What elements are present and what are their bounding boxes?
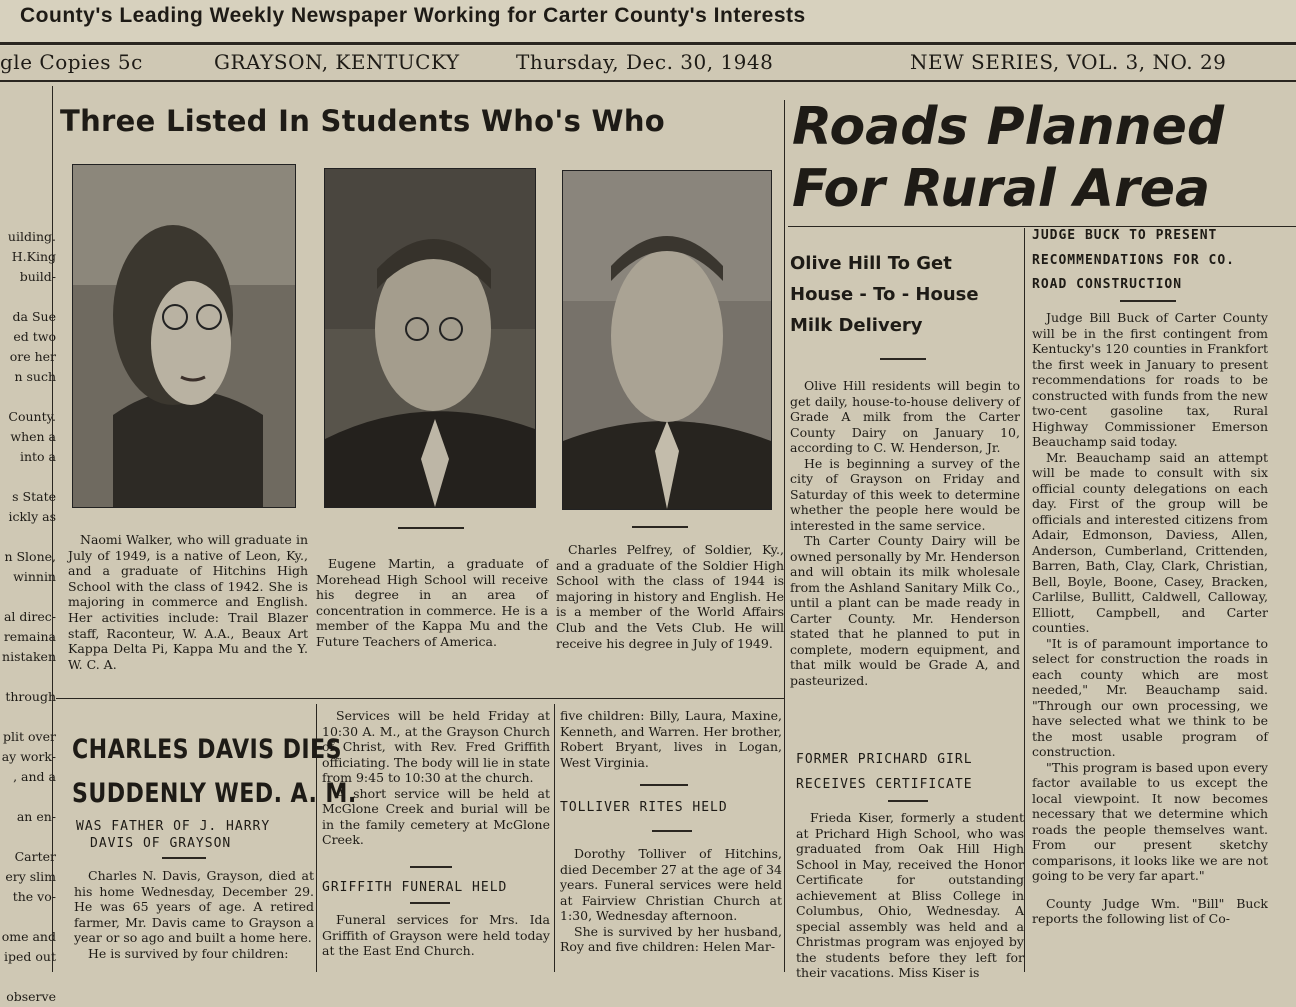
davis-headline	[72, 728, 357, 816]
griffith-paragraph: Funeral services for Mrs. Ida Griffith of Grayson were held today at the East End Church.	[322, 912, 550, 958]
stub-line: remaina	[3, 629, 56, 644]
milk-headline	[790, 248, 1020, 341]
roads-paragraph: "This program is based upon every factor available to us except the local viewpoint. It now becomes necessary that we determine which roads the people themselves want. From our present sketchy comparisons, it looks like we are not going to be very far apart."	[1032, 759, 1268, 883]
caption-rule-pelfrey	[632, 526, 688, 528]
tolliver-kicker-rule	[652, 830, 692, 832]
stub-line	[0, 827, 56, 847]
davis-kicker-rule	[162, 857, 206, 859]
milk-article-body	[790, 378, 1020, 688]
roads-article-body	[1032, 310, 1268, 927]
column-rule-milk	[1024, 228, 1025, 972]
stub-line: when a	[10, 429, 56, 444]
davis-headline-line1: CHARLES DAVIS DIES	[72, 734, 342, 765]
caption-eugene-martin	[316, 556, 548, 650]
single-copy-price: gle Copies 5c	[0, 50, 143, 74]
roads-headline	[792, 96, 1224, 220]
tolliver-kicker: TOLLIVER RITES HELD	[560, 800, 728, 815]
roads-kicker-line3: ROAD CONSTRUCTION	[1032, 277, 1183, 292]
prichard-kicker-line1: FORMER PRICHARD GIRL	[796, 752, 973, 767]
students-headline: Three Listed In Students Who's Who	[60, 104, 665, 138]
stub-line: the vo-	[12, 889, 56, 904]
griffith-article-body	[322, 912, 550, 959]
stub-line: ay work-	[1, 749, 56, 764]
masthead-rule-bottom	[0, 80, 1296, 82]
stub-line: into a	[19, 449, 56, 464]
milk-headline-line1: Olive Hill To Get	[790, 253, 952, 274]
stub-line	[0, 787, 56, 807]
stub-line: ed two	[13, 329, 56, 344]
milk-headline-rule	[880, 358, 926, 360]
stub-line: build-	[19, 269, 56, 284]
tolliver-lead: five children: Billy, Laura, Maxine, Kenneth, and Warren. Her brother, Robert Bryant, lives in Logan, West Virginia.	[560, 708, 782, 770]
davis-paragraph: Charles N. Davis, Grayson, died at his home Wednesday, December 29. He was 65 years of age. A retired farmer, Mr. Davis came to Grayson a year or so ago and built a home here.	[74, 868, 314, 945]
tolliver-top-rule	[640, 784, 688, 786]
students-bottom-rule	[56, 698, 784, 699]
stub-line: observe	[6, 989, 56, 1004]
stub-line: an en-	[16, 809, 56, 824]
stub-line: ickly as	[8, 509, 56, 524]
roads-kicker-line2: RECOMMENDATIONS FOR CO.	[1032, 252, 1236, 268]
caption-charles-pelfrey-text: Charles Pelfrey, of Soldier, Ky., and a graduate of the Soldier High School with the class of 1944 is majoring in history and English. He is a member of the World Affairs Club and the Vets Club. He will receive his degree in July of 1949.	[556, 542, 784, 651]
caption-rule-martin	[398, 527, 464, 529]
stub-line	[0, 527, 56, 547]
roads-kicker-line1: JUDGE BUCK TO PRESENT	[1032, 228, 1218, 243]
stub-line: s State	[12, 489, 56, 504]
dateline-place: GRAYSON, KENTUCKY	[214, 50, 460, 74]
stub-line: ome and	[1, 929, 56, 944]
caption-eugene-martin-text: Eugene Martin, a graduate of Morehead High School will receive his degree in an area of concentration in commerce. He is a member of the Kappa Mu and the Future Teachers of America.	[316, 556, 548, 649]
tolliver-lead-body	[560, 708, 782, 770]
left-stub-column	[0, 227, 56, 1007]
stub-line	[0, 587, 56, 607]
milk-headline-line2: House - To - House	[790, 284, 979, 305]
tolliver-article-body	[560, 846, 782, 955]
services-paragraph: A short service will be held at McGlone Creek and burial will be in the family cemetery at McGlone Creek.	[322, 785, 550, 847]
stub-line	[0, 707, 56, 727]
prichard-kicker	[796, 748, 1022, 797]
stub-line: , and a	[13, 769, 56, 784]
stub-line	[0, 967, 56, 987]
stub-line	[0, 667, 56, 687]
masthead-rule-top	[0, 42, 1296, 45]
roads-paragraph: Mr. Beauchamp said an attempt will be made to consult with six official county delegations on each day. First of the group will be officials and interested citizens from Adair, Edmonson, Daviess, Allen, Anderson, Cumberland, Crittenden, Barren, Bath, Clay, Clark, Christian, Bell, Boyle, Boone, Casey, Bracken, Carlilse, Bullitt, Caldwell, Calloway, Elliott, Campbell, and Carter counties.	[1032, 449, 1268, 635]
davis-kicker-line2: DAVIS OF GRAYSON	[90, 836, 232, 851]
stub-line: ery slim	[5, 869, 56, 884]
milk-headline-line3: Milk Delivery	[790, 315, 923, 336]
stub-line: da Sue	[12, 309, 56, 324]
stub-line	[0, 287, 56, 307]
stub-line: n Slone,	[4, 549, 56, 564]
photo-charles-pelfrey	[562, 170, 772, 510]
roads-headline-line2: For Rural Area	[792, 159, 1211, 219]
prichard-paragraph: Frieda Kiser, formerly a student at Prichard High School, who was graduated from Oak Hill High School in May, received the Honor Certificate for outstanding achievement at Bliss College in Columbus, Ohio, Wednesday. A special assembly was held and a Christmas program was enjoyed by the students before they left for their vacations. Miss Kiser is	[796, 810, 1024, 980]
stub-line: uilding.	[7, 229, 56, 244]
services-paragraph: Services will be held Friday at 10:30 A. M., at the Grayson Church of Christ, with Rev. Fred Griffith officiating. The body will lie in state from 9:45 to 10:30 at the church.	[322, 708, 550, 785]
photo-naomi-walker	[72, 164, 296, 508]
stub-line: Carter	[14, 849, 56, 864]
stub-line	[0, 467, 56, 487]
photo-eugene-martin	[324, 168, 536, 508]
milk-paragraph: Th Carter County Dairy will be owned personally by Mr. Henderson and will obtain its milk wholesale from the Ashland Sanitary Milk Co., until a plant can be made ready in Carter County. Mr. Henderson stated that he planned to put in complete, modern equipment, and that milk would be Grade A, and pasteurized.	[790, 533, 1020, 688]
roads-paragraph: "It is of paramount importance to select for construction the roads in each county which are most needed," Mr. Beauchamp said. "Through our own processing, we have selected what we think to be the most usable program of construction.	[1032, 635, 1268, 759]
roads-kicker	[1032, 224, 1282, 298]
tolliver-paragraph: Dorothy Tolliver of Hitchins, died December 27 at the age of 34 years. Funeral services were held at Fairview Christian Church at 1:30, Wednesday afternoon.	[560, 846, 782, 923]
davis-headline-line2: SUDDENLY WED. A. M.	[72, 778, 357, 809]
roads-kicker-rule	[1120, 300, 1176, 302]
caption-charles-pelfrey	[556, 542, 784, 651]
stub-line: al direc-	[3, 609, 56, 624]
column-rule-roads	[784, 100, 785, 972]
series-volume: NEW SERIES, VOL. 3, NO. 29	[910, 50, 1227, 74]
services-rule	[410, 866, 452, 868]
prichard-article-body	[796, 810, 1024, 981]
dateline-date: Thursday, Dec. 30, 1948	[516, 50, 774, 74]
prichard-kicker-line2: RECEIVES CERTIFICATE	[796, 776, 973, 792]
stub-line: n such	[14, 369, 56, 384]
caption-naomi-walker-text: Naomi Walker, who will graduate in July of 1949, is a native of Leon, Ky., and a graduate of Hitchins High School with the class of 1942. She is majoring in commerce and English. Her activities include: Trail Blazer staff, Raconteur, W. A.A., Beaux Art Kappa Delta Pi, Kappa Mu and the Y. W. C. A.	[68, 532, 308, 672]
caption-naomi-walker	[68, 532, 308, 672]
davis-paragraph: He is survived by four children:	[88, 945, 289, 961]
stub-line: plit over	[3, 729, 56, 744]
stub-line: winnin	[13, 569, 56, 584]
milk-paragraph: Olive Hill residents will begin to get daily, house-to-house delivery of Grade A milk from the Carter County Dairy on January 10, according to C. W. Henderson, Jr.	[790, 378, 1020, 455]
stub-line: nistaken	[2, 649, 56, 664]
griffith-kicker: GRIFFITH FUNERAL HELD	[322, 880, 508, 895]
stub-line	[0, 387, 56, 407]
stub-line	[0, 907, 56, 927]
roads-paragraph: County Judge Wm. "Bill" Buck reports the following list of Co-	[1032, 895, 1268, 926]
milk-paragraph: He is beginning a survey of the city of Grayson on Friday and Saturday of this week to determine whether the people here would be interested in the same service.	[790, 455, 1020, 533]
services-article-body	[322, 708, 550, 848]
davis-kicker-line1: WAS FATHER OF J. HARRY	[76, 819, 271, 834]
column-rule-services	[554, 704, 555, 972]
roads-paragraph: Judge Bill Buck of Carter County will be in the first contingent from Kentucky's 120 counties in Frankfort the first week in January to present recommendations for roads to be constructed with funds from the new two-cent gasoline tax, Rural Highway Commissioner Emerson Beauchamp said today.	[1032, 310, 1268, 449]
masthead-tagline: County's Leading Weekly Newspaper Working for Carter County's Interests	[20, 4, 806, 27]
griffith-kicker-rule	[410, 902, 450, 904]
stub-line: iped out	[4, 949, 56, 964]
roads-headline-line1: Roads Planned	[792, 97, 1225, 157]
stub-line: ore her	[9, 349, 56, 364]
stub-line: H.King	[11, 249, 56, 264]
tolliver-paragraph: She is survived by her husband, Roy and five children: Helen Mar-	[560, 923, 782, 954]
stub-line: through	[5, 689, 56, 704]
davis-kicker	[76, 818, 312, 852]
davis-article-body	[74, 868, 314, 961]
stub-line: County.	[8, 409, 56, 424]
prichard-kicker-rule	[888, 800, 928, 802]
